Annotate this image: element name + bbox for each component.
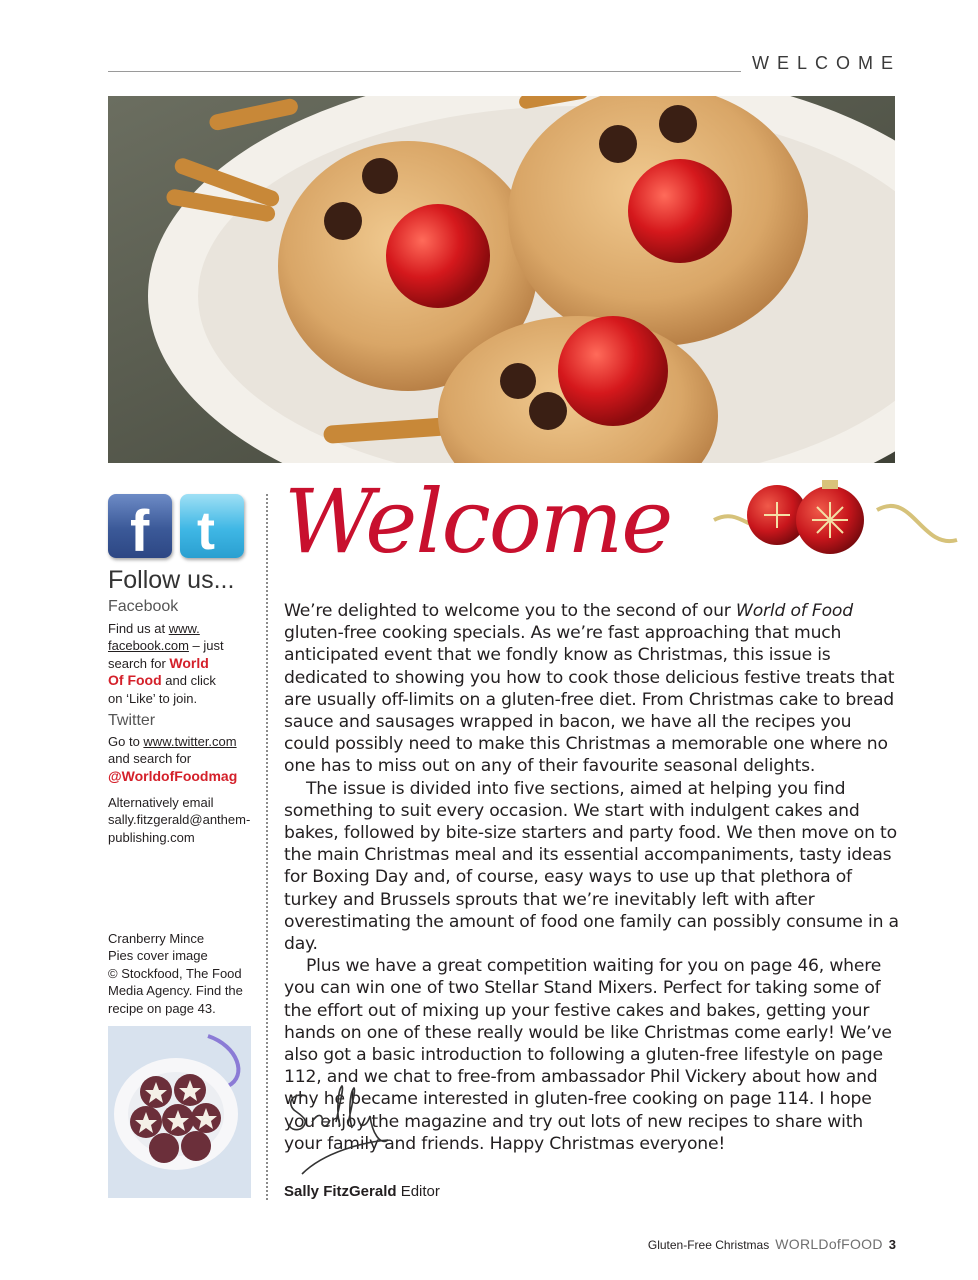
social-icons (108, 494, 248, 564)
page-title: Welcome (284, 470, 672, 573)
footer-brand-logo: WORLDofFOOD (775, 1236, 883, 1252)
paragraph-1: We’re delighted to welcome you to the second of our World of Food gluten-free cooking specials. As we’re fast approaching that much anticipated event that we fondly know as Christmas, this issue is dedicated to showing you how to cook those delicious festive treats that are usually off-limits on a gluten-free diet. From Christmas cake to bread sauce and sausages wrapped in bacon, we have all the recipes you could possibly need to make this Christmas a memorable one where no one has to miss out on any of their favourite seasonal delights. (284, 601, 895, 777)
twitter-heading: Twitter (108, 712, 156, 729)
facebook-heading: Facebook (108, 598, 179, 615)
cover-credit: Cranberry Mince Pies cover image © Stockfood, The Food Media Agency. Find the recipe on page 43. (108, 931, 243, 1016)
facebook-instructions: Find us at www. facebook.com – just search for World Of Food and click on ‘Like’ to join. (108, 621, 224, 706)
paragraph-3: Plus we have a great competition waiting for you on page 46, where you can win one of two Stellar Stand Mixers. Perfect for taking some of the effort out of mixing up your festive cakes and bakes, getting your hands on one of these really would be like Christmas come early! We’ve also got a basic introduction to following a gluten-free lifestyle on page 112, and we chat to free-from ambassador Phil Vickery about how and why he became interested in gluten-free cooking on page 114. I hope you enjoy the magazine and try out lots of new recipes to share with your family and friends. Happy Christmas everyone! (284, 956, 892, 1154)
paragraph-2: The issue is divided into five sections, aimed at helping you find something to suit every occasion. We start with indulgent cakes and bakes, followed by bite-size starters and party food. We then move on to the main Christmas meal and its essential accompaniments, tasty ideas for Boxing Day and, of course, easy ways to use up that plethora of turkey and Brussels sprouts that we’re inevitably left with after overestimating the amount of food one family can possibly consume in a day. (284, 778, 899, 955)
twitter-handle: @WorldofFoodmag (108, 767, 238, 784)
follow-heading: Follow us... (108, 566, 235, 594)
editor-credit: Sally FitzGerald Editor (284, 1183, 440, 1200)
footer-magazine: Gluten-Free Christmas (647, 1238, 770, 1252)
header-rule (108, 71, 741, 72)
email-contact: Alternatively email sally.fitzgerald@anthem- publishing.com (108, 795, 251, 845)
page-footer (648, 1236, 896, 1252)
christmas-baubles-decoration (712, 470, 962, 570)
section-label: WELCOME (752, 53, 902, 73)
facebook-icon[interactable]: f (108, 494, 172, 558)
hero-image-reindeer-cookies (108, 96, 895, 463)
editor-signature (284, 1082, 404, 1182)
editorial-body (284, 600, 899, 1155)
column-divider (266, 494, 268, 1200)
twitter-instructions: Go to www.twitter.com and search for @WorldofFoodmag (108, 734, 238, 784)
facebook-link[interactable]: www. (168, 621, 200, 636)
twitter-icon[interactable]: t (180, 494, 244, 558)
twitter-link[interactable]: www.twitter.com (143, 734, 237, 749)
facebook-link-cont[interactable]: facebook.com (108, 638, 189, 654)
page-number: 3 (888, 1237, 896, 1252)
mince-pies-image (108, 1026, 251, 1198)
